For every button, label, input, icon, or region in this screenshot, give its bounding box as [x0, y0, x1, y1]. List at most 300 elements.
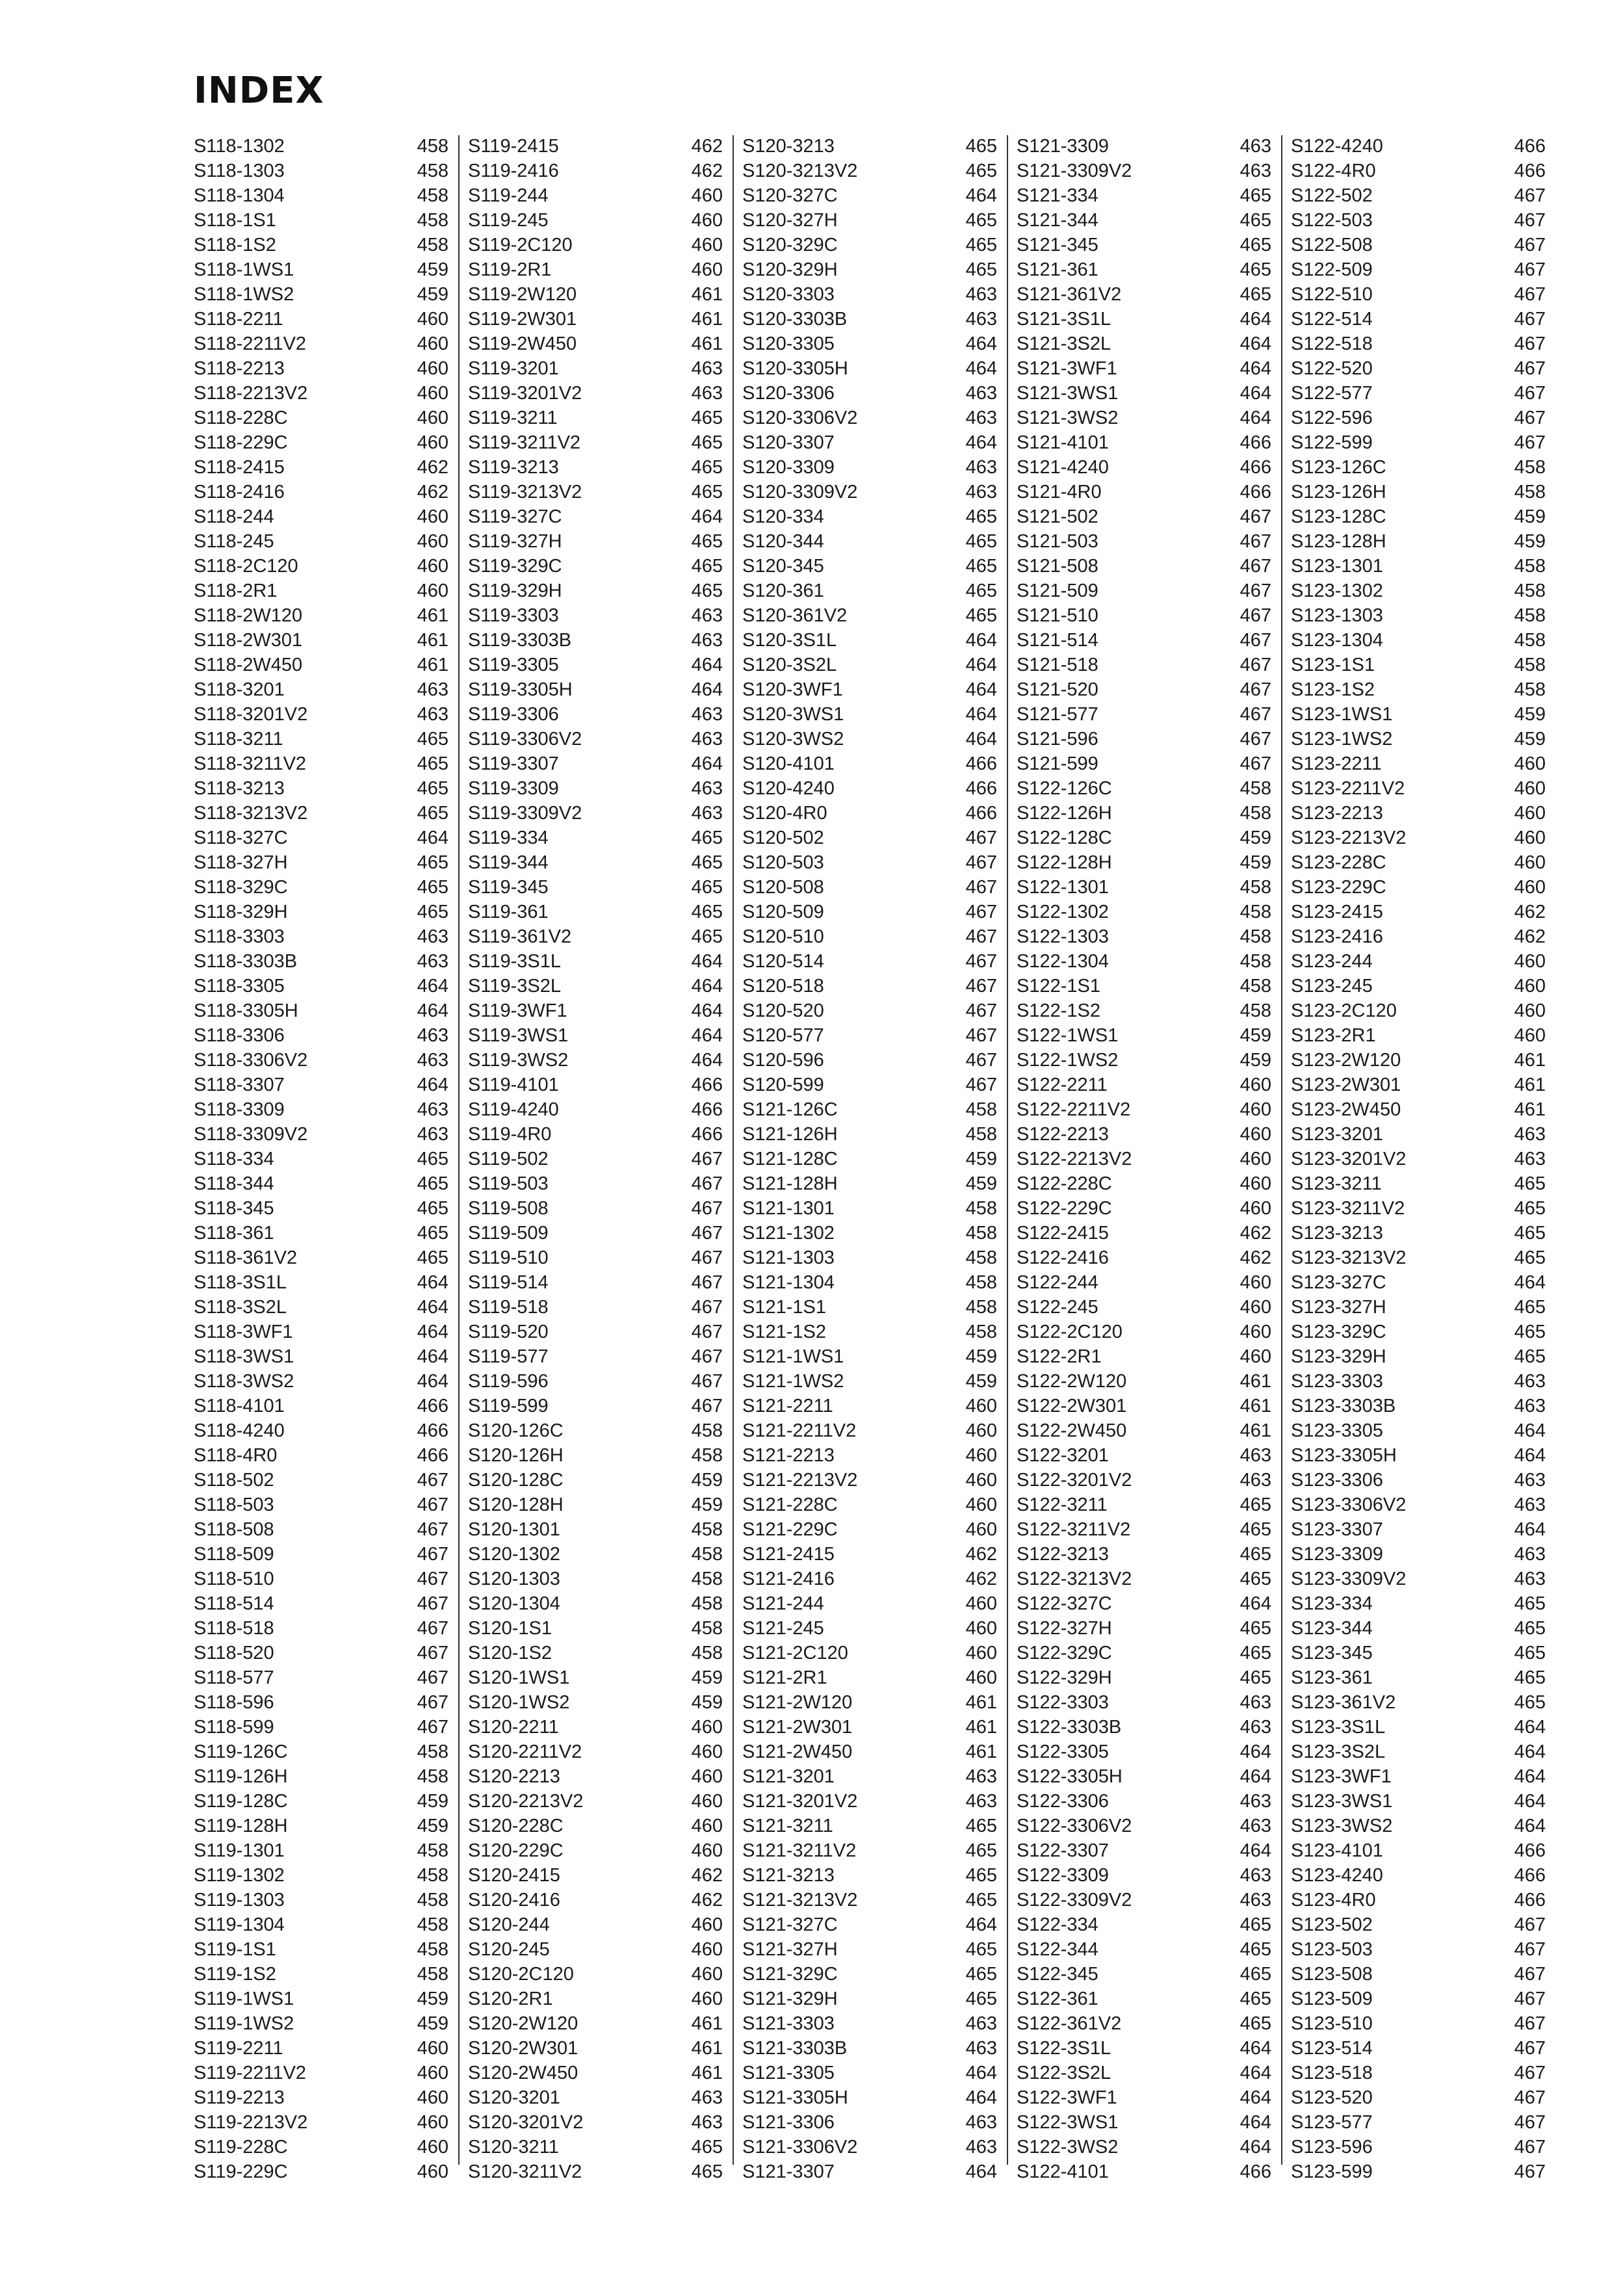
entry-code: S119-327C	[468, 506, 562, 527]
index-entry	[468, 1196, 723, 1221]
entry-code: S119-3211V2	[468, 432, 581, 453]
entry-code: S120-3306V2	[742, 408, 858, 428]
index-entry	[1017, 1369, 1271, 1394]
index-entry	[742, 949, 997, 974]
entry-page-number: 467	[417, 1667, 448, 1688]
entry-page-number: 460	[691, 1840, 723, 1861]
index-entry	[742, 875, 997, 900]
entry-code: S120-3S1L	[742, 630, 837, 651]
entry-code: S119-2416	[468, 161, 559, 181]
entry-page-number: 458	[1240, 877, 1271, 898]
entry-code: S123-2416	[1291, 926, 1383, 947]
entry-code: S119-3WF1	[468, 1000, 567, 1021]
entry-page-number: 465	[1240, 1618, 1271, 1639]
index-entry	[742, 282, 997, 307]
entry-page-number: 466	[1240, 482, 1271, 502]
entry-code: S119-2W301	[468, 309, 577, 330]
entry-code: S119-1WS1	[194, 1989, 294, 2009]
entry-code: S118-3306	[194, 1025, 285, 1046]
index-entry	[1017, 900, 1271, 924]
entry-page-number: 467	[1240, 630, 1271, 651]
entry-page-number: 467	[965, 828, 997, 848]
entry-code: S123-1302	[1291, 581, 1383, 601]
entry-code: S121-596	[1017, 729, 1098, 750]
entry-page-number: 466	[417, 1445, 448, 1466]
index-entry	[468, 183, 723, 208]
entry-page-number: 460	[417, 2063, 448, 2083]
entry-code: S120-3WS1	[742, 704, 844, 725]
index-entry	[1291, 183, 1546, 208]
entry-page-number: 467	[417, 1692, 448, 1713]
entry-code: S119-244	[468, 185, 549, 206]
entry-code: S121-2213	[742, 1445, 835, 1466]
index-entry	[468, 2110, 723, 2135]
index-entry	[742, 1171, 997, 1196]
entry-page-number: 465	[691, 482, 723, 502]
index-entry	[1291, 2011, 1546, 2036]
entry-page-number: 463	[691, 605, 723, 626]
index-entry	[194, 1665, 448, 1690]
entry-page-number: 467	[1514, 235, 1546, 255]
index-entry	[742, 1517, 997, 1542]
index-entry	[1017, 2110, 1271, 2135]
entry-page-number: 464	[1240, 2112, 1271, 2133]
index-entry	[194, 183, 448, 208]
entry-code: S119-1304	[194, 1914, 285, 1935]
entry-code: S121-3306V2	[742, 2137, 858, 2158]
entry-code: S119-3211	[468, 408, 558, 428]
entry-page-number: 467	[1514, 2013, 1546, 2034]
entry-page-number: 467	[691, 1247, 723, 1268]
entry-code: S118-229C	[194, 432, 288, 453]
index-entry	[1017, 1394, 1271, 1418]
entry-page-number: 458	[965, 1124, 997, 1145]
entry-page-number: 461	[417, 630, 448, 651]
index-entry	[468, 1270, 723, 1295]
entry-code: S123-1S2	[1291, 679, 1375, 700]
index-entry	[742, 1122, 997, 1147]
entry-page-number: 461	[691, 333, 723, 354]
index-entry	[468, 529, 723, 554]
entry-page-number: 467	[417, 1717, 448, 1738]
index-entry	[1017, 1616, 1271, 1641]
entry-code: S122-508	[1291, 235, 1373, 255]
index-entry	[468, 332, 723, 356]
index-entry	[468, 1616, 723, 1641]
index-entry	[1017, 1567, 1271, 1591]
index-entry	[742, 455, 997, 480]
entry-page-number: 459	[965, 1346, 997, 1367]
entry-page-number: 458	[417, 1840, 448, 1861]
entry-code: S123-3303B	[1291, 1396, 1396, 1416]
entry-code: S123-3213V2	[1291, 1247, 1407, 1268]
entry-code: S123-2W120	[1291, 1050, 1401, 1071]
entry-page-number: 458	[417, 1890, 448, 1911]
entry-page-number: 466	[417, 1420, 448, 1441]
entry-page-number: 465	[691, 902, 723, 922]
index-entry	[1017, 430, 1271, 455]
index-entry	[194, 1196, 448, 1221]
entry-code: S119-245	[468, 210, 549, 231]
entry-page-number: 461	[1514, 1075, 1546, 1095]
entry-page-number: 460	[1514, 951, 1546, 972]
index-entry	[1017, 949, 1271, 974]
entry-code: S118-2C120	[194, 556, 298, 577]
index-entry	[194, 1814, 448, 1838]
entry-page-number: 459	[1240, 828, 1271, 848]
entry-page-number: 458	[691, 1593, 723, 1614]
entry-code: S122-3303B	[1017, 1717, 1122, 1738]
entry-page-number: 460	[417, 383, 448, 404]
entry-code: S123-4240	[1291, 1865, 1383, 1886]
entry-code: S120-1S2	[468, 1643, 552, 1663]
entry-page-number: 464	[691, 951, 723, 972]
entry-code: S120-4R0	[742, 803, 827, 824]
index-entry	[468, 356, 723, 381]
entry-code: S120-2213	[468, 1766, 560, 1787]
index-entry	[1017, 1665, 1271, 1690]
entry-page-number: 464	[1240, 333, 1271, 354]
entry-code: S120-128C	[468, 1470, 564, 1491]
entry-page-number: 464	[417, 1272, 448, 1293]
entry-code: S121-2415	[742, 1544, 835, 1565]
index-entry	[1017, 1542, 1271, 1567]
index-entry	[742, 1641, 997, 1665]
index-entry	[1291, 257, 1546, 282]
entry-page-number: 459	[1514, 506, 1546, 527]
entry-code: S118-599	[194, 1717, 274, 1738]
index-entry	[742, 307, 997, 332]
entry-page-number: 467	[1514, 284, 1546, 305]
entry-page-number: 462	[691, 1865, 723, 1886]
index-entry	[468, 1394, 723, 1418]
entry-page-number: 458	[1240, 902, 1271, 922]
index-entry	[194, 579, 448, 603]
entry-code: S121-2211V2	[742, 1420, 857, 1441]
index-entry	[468, 1171, 723, 1196]
entry-page-number: 462	[1240, 1223, 1271, 1244]
index-entry	[1017, 603, 1271, 628]
entry-page-number: 465	[1514, 1667, 1546, 1688]
entry-code: S121-345	[1017, 235, 1098, 255]
entry-page-number: 464	[1514, 1519, 1546, 1540]
index-entry	[194, 603, 448, 628]
entry-page-number: 460	[691, 1964, 723, 1985]
index-entry	[1017, 1937, 1271, 1962]
entry-code: S121-1S1	[742, 1297, 826, 1318]
index-entry	[468, 1715, 723, 1740]
index-entry	[194, 208, 448, 233]
entry-code: S123-2211	[1291, 753, 1382, 774]
entry-page-number: 464	[691, 976, 723, 997]
entry-page-number: 465	[417, 1198, 448, 1219]
entry-page-number: 464	[417, 1346, 448, 1367]
entry-page-number: 460	[965, 1396, 997, 1416]
index-entry	[194, 1591, 448, 1616]
entry-code: S122-327C	[1017, 1593, 1112, 1614]
entry-code: S121-510	[1017, 605, 1098, 626]
entry-page-number: 460	[417, 2161, 448, 2182]
entry-code: S120-1302	[468, 1544, 560, 1565]
index-entry	[742, 1097, 997, 1122]
entry-page-number: 460	[965, 1470, 997, 1491]
index-entry	[194, 2011, 448, 2036]
entry-code: S119-126H	[194, 1766, 288, 1787]
index-entry	[1291, 1221, 1546, 1246]
entry-code: S120-3305H	[742, 358, 848, 379]
entry-page-number: 465	[1514, 1223, 1546, 1244]
entry-code: S118-2W450	[194, 655, 303, 675]
entry-code: S122-1S2	[1017, 1000, 1100, 1021]
entry-page-number: 462	[691, 161, 723, 181]
entry-code: S118-2415	[194, 457, 285, 478]
entry-page-number: 467	[965, 926, 997, 947]
entry-code: S123-3305	[1291, 1420, 1383, 1441]
entry-page-number: 462	[691, 1890, 723, 1911]
index-entry	[742, 751, 997, 776]
index-entry	[194, 1221, 448, 1246]
entry-code: S118-1303	[194, 161, 285, 181]
entry-code: S119-128C	[194, 1791, 288, 1812]
entry-page-number: 465	[1240, 1494, 1271, 1515]
index-entry	[1017, 1814, 1271, 1838]
entry-code: S120-327C	[742, 185, 838, 206]
entry-code: S121-128C	[742, 1149, 838, 1169]
entry-page-number: 460	[1240, 1124, 1271, 1145]
entry-page-number: 461	[965, 1692, 997, 1713]
index-entry	[1017, 1715, 1271, 1740]
entry-page-number: 463	[417, 1050, 448, 1071]
entry-page-number: 458	[1514, 679, 1546, 700]
entry-page-number: 467	[1514, 1964, 1546, 1985]
entry-code: S123-3S1L	[1291, 1717, 1386, 1738]
index-entry	[194, 233, 448, 257]
entry-code: S121-508	[1017, 556, 1098, 577]
index-entry	[468, 2011, 723, 2036]
entry-page-number: 465	[691, 828, 723, 848]
entry-page-number: 464	[965, 358, 997, 379]
entry-page-number: 463	[1514, 1149, 1546, 1169]
entry-page-number: 460	[417, 506, 448, 527]
entry-code: S122-334	[1017, 1914, 1098, 1935]
index-entry	[1291, 998, 1546, 1023]
entry-code: S121-228C	[742, 1494, 838, 1515]
entry-code: S119-3WS1	[468, 1025, 569, 1046]
entry-page-number: 458	[965, 1223, 997, 1244]
index-entry	[468, 381, 723, 406]
entry-page-number: 460	[691, 1717, 723, 1738]
index-entry	[1291, 1814, 1546, 1838]
index-entry	[468, 1493, 723, 1517]
entry-page-number: 461	[691, 284, 723, 305]
index-entry	[468, 974, 723, 998]
entry-code: S118-514	[194, 1593, 274, 1614]
entry-page-number: 466	[691, 1075, 723, 1095]
entry-code: S123-510	[1291, 2013, 1373, 2034]
entry-code: S120-2211V2	[468, 1742, 582, 1762]
entry-code: S121-1S2	[742, 1322, 826, 1342]
entry-page-number: 465	[1240, 1643, 1271, 1663]
index-entry	[1017, 159, 1271, 183]
entry-code: S118-327C	[194, 828, 288, 848]
index-entry	[1017, 751, 1271, 776]
index-entry	[1017, 2135, 1271, 2159]
entry-page-number: 458	[965, 1297, 997, 1318]
index-entry	[194, 480, 448, 504]
entry-code: S123-3201	[1291, 1124, 1383, 1145]
entry-code: S119-3S1L	[468, 951, 561, 972]
entry-page-number: 465	[1240, 1914, 1271, 1935]
entry-code: S121-334	[1017, 185, 1098, 206]
entry-code: S122-245	[1017, 1297, 1098, 1318]
index-entry	[194, 1023, 448, 1048]
entry-code: S122-3306V2	[1017, 1816, 1132, 1836]
entry-page-number: 465	[1514, 1618, 1546, 1639]
index-entry	[194, 406, 448, 430]
entry-code: S121-3305H	[742, 2087, 848, 2108]
entry-code: S120-334	[742, 506, 824, 527]
index-entry	[1017, 1418, 1271, 1443]
entry-page-number: 460	[417, 2087, 448, 2108]
entry-page-number: 465	[965, 259, 997, 280]
entry-page-number: 458	[1514, 556, 1546, 577]
index-entry	[1017, 504, 1271, 529]
index-entry	[1291, 875, 1546, 900]
entry-code: S120-228C	[468, 1816, 564, 1836]
entry-code: S120-4101	[742, 753, 835, 774]
index-entry	[742, 1468, 997, 1493]
index-entry	[1291, 430, 1546, 455]
entry-page-number: 459	[1514, 729, 1546, 750]
entry-page-number: 459	[417, 1989, 448, 2009]
entry-code: S123-327H	[1291, 1297, 1386, 1318]
entry-code: S119-4240	[468, 1099, 559, 1120]
index-entry	[1291, 653, 1546, 677]
index-entry	[468, 1147, 723, 1171]
index-entry	[1291, 1912, 1546, 1937]
entry-page-number: 459	[691, 1470, 723, 1491]
index-entry	[1291, 406, 1546, 430]
entry-page-number: 458	[691, 1445, 723, 1466]
entry-code: S122-2211V2	[1017, 1099, 1131, 1120]
entry-code: S118-4240	[194, 1420, 285, 1441]
index-entry	[1291, 1097, 1546, 1122]
entry-code: S118-3309	[194, 1099, 285, 1120]
entry-code: S120-3213V2	[742, 161, 858, 181]
index-entry	[1291, 677, 1546, 702]
index-entry	[1017, 2036, 1271, 2061]
entry-code: S123-126C	[1291, 457, 1386, 478]
index-entry	[1291, 924, 1546, 949]
entry-page-number: 458	[691, 1569, 723, 1589]
index-entry	[1017, 1468, 1271, 1493]
index-entry	[742, 2011, 997, 2036]
entry-page-number: 464	[965, 333, 997, 354]
entry-page-number: 465	[1514, 1198, 1546, 1219]
entry-code: S121-244	[742, 1593, 824, 1614]
index-entry	[742, 1567, 997, 1591]
entry-code: S122-2213	[1017, 1124, 1109, 1145]
entry-code: S121-577	[1017, 704, 1098, 725]
entry-page-number: 463	[1514, 1396, 1546, 1416]
entry-code: S122-4240	[1291, 136, 1383, 157]
entry-page-number: 466	[1514, 1890, 1546, 1911]
entry-code: S118-508	[194, 1519, 274, 1540]
entry-page-number: 466	[691, 1099, 723, 1120]
index-entry	[194, 1937, 448, 1962]
index-entry	[1017, 2159, 1271, 2184]
entry-code: S120-3307	[742, 432, 835, 453]
entry-page-number: 458	[417, 185, 448, 206]
index-entry	[194, 1789, 448, 1814]
entry-code: S123-3211	[1291, 1173, 1382, 1194]
index-entry	[742, 406, 997, 430]
entry-page-number: 467	[1514, 259, 1546, 280]
entry-code: S120-1301	[468, 1519, 560, 1540]
index-entry	[1291, 2135, 1546, 2159]
entry-code: S123-3WS1	[1291, 1791, 1393, 1812]
entry-page-number: 461	[691, 309, 723, 330]
entry-code: S122-1302	[1017, 902, 1109, 922]
index-entry	[194, 2085, 448, 2110]
index-entry	[742, 1320, 997, 1344]
entry-code: S123-128C	[1291, 506, 1386, 527]
entry-code: S119-329C	[468, 556, 562, 577]
index-entry	[1291, 826, 1546, 850]
entry-code: S118-334	[194, 1149, 274, 1169]
entry-page-number: 463	[1240, 1791, 1271, 1812]
entry-page-number: 463	[417, 1099, 448, 1120]
entry-code: S121-514	[1017, 630, 1098, 651]
index-entry	[1017, 801, 1271, 826]
entry-page-number: 464	[691, 655, 723, 675]
entry-code: S119-3309	[468, 778, 559, 799]
entry-code: S119-3305	[468, 655, 559, 675]
entry-code: S123-3WS2	[1291, 1816, 1393, 1836]
index-entry	[468, 208, 723, 233]
index-entry	[194, 1493, 448, 1517]
index-entry	[194, 1962, 448, 1987]
entry-code: S121-2W120	[742, 1692, 853, 1713]
index-entry	[1017, 1591, 1271, 1616]
entry-code: S120-344	[742, 531, 824, 552]
entry-code: S119-3WS2	[468, 1050, 569, 1071]
entry-code: S122-3309	[1017, 1865, 1109, 1886]
entry-page-number: 463	[1240, 1865, 1271, 1886]
entry-code: S121-1WS1	[742, 1346, 844, 1367]
entry-page-number: 464	[1514, 1272, 1546, 1293]
entry-page-number: 467	[691, 1173, 723, 1194]
entry-page-number: 461	[965, 1742, 997, 1762]
page-title: INDEX	[194, 70, 324, 112]
entry-page-number: 464	[965, 655, 997, 675]
entry-code: S120-2415	[468, 1865, 560, 1886]
entry-code: S121-599	[1017, 753, 1098, 774]
index-entry	[1291, 1369, 1546, 1394]
index-entry	[742, 2110, 997, 2135]
entry-code: S119-2C120	[468, 235, 573, 255]
entry-page-number: 460	[417, 2137, 448, 2158]
index-entry	[194, 2110, 448, 2135]
entry-code: S118-3211	[194, 729, 283, 750]
index-entry	[194, 1468, 448, 1493]
entry-page-number: 460	[691, 185, 723, 206]
entry-page-number: 465	[965, 1964, 997, 1985]
index-entry	[1017, 653, 1271, 677]
index-entry	[742, 2135, 997, 2159]
entry-page-number: 467	[1514, 2087, 1546, 2108]
entry-code: S123-596	[1291, 2137, 1373, 2158]
